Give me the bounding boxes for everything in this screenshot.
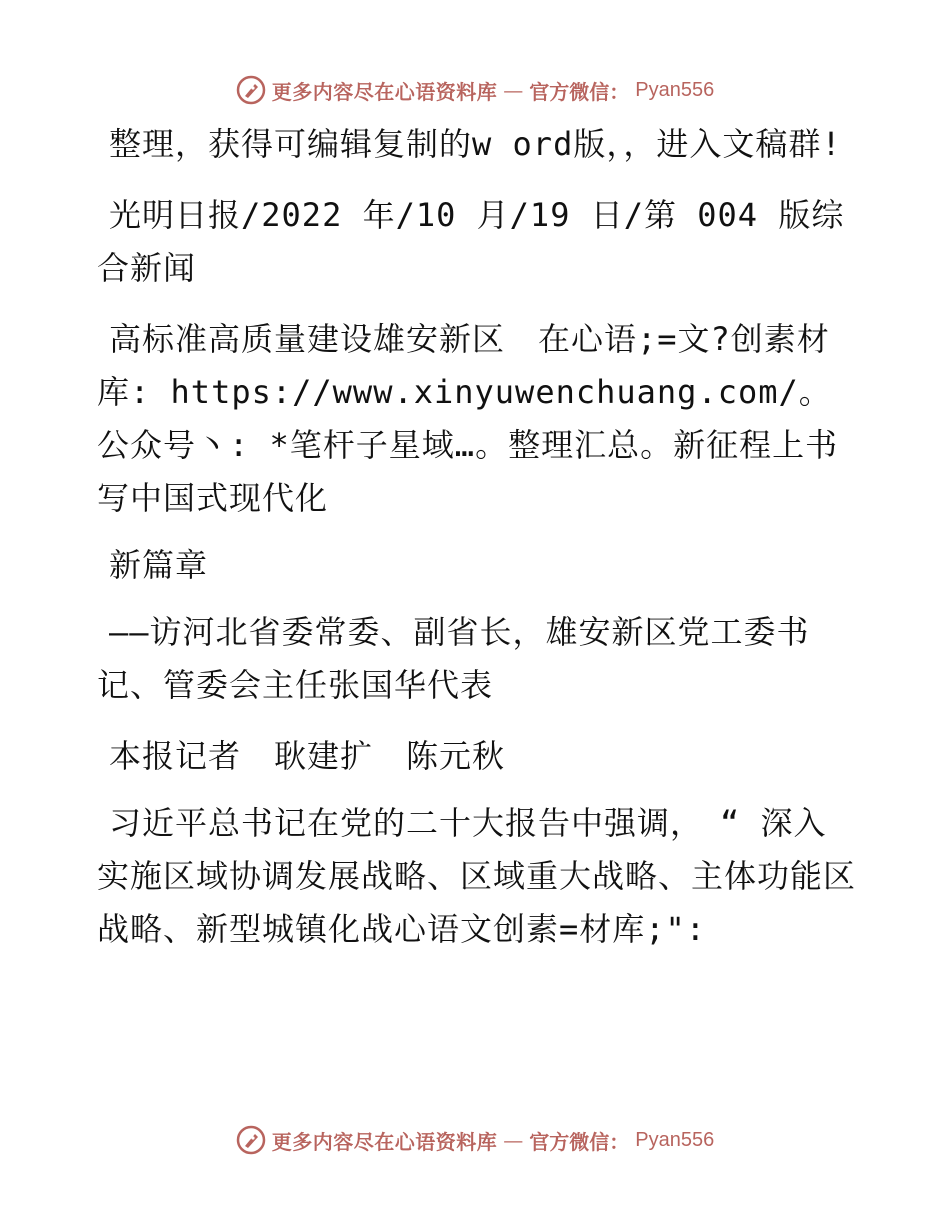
paragraph-subtitle: ——访河北省委常委、副省长，雄安新区党工委书记、管委会主任张国华代表 — [97, 613, 810, 704]
header-banner — [0, 70, 950, 110]
site-name: 更多内容尽在心语资料库 — [271, 1129, 498, 1154]
wechat-id: Pyan556 — [635, 78, 715, 101]
footer-banner — [0, 1120, 950, 1160]
paragraph-source: 光明日报/2022 年/10 月/19 日/第 004 版综合新闻 — [97, 196, 845, 287]
pen-nib-circle-icon — [236, 1125, 266, 1155]
paragraph-byline: 本报记者 耿建扩 陈元秋 — [109, 737, 506, 775]
wechat-label: 官方微信： — [529, 1129, 630, 1154]
pen-nib-circle-icon — [236, 75, 266, 105]
paragraph-headline-cont: 新篇章 — [109, 546, 209, 584]
paragraph-intro: 整理，获得可编辑复制的w ord版，，进入文稿群! — [109, 125, 842, 163]
wechat-id: Pyan556 — [635, 1128, 715, 1151]
banner-separator: — — [503, 78, 524, 102]
paragraph-headline: 高标准高质量建设雄安新区 在心语;=文?创素材库: https://www.xinyuwenchuang.com/。公众号丶: *笔杆子星域…。整理汇总。新征程上书写中国式现代化 — [97, 320, 839, 517]
paragraph-body: 习近平总书记在党的二十大报告中强调， “ 深入实施区域协调发展战略、区域重大战略、主体功能区战略、新型城镇化战心语文创素=材库;": — [97, 804, 857, 948]
document-body — [97, 118, 857, 974]
wechat-label: 官方微信： — [529, 79, 630, 104]
site-name: 更多内容尽在心语资料库 — [271, 79, 498, 104]
banner-separator: — — [503, 1128, 524, 1152]
